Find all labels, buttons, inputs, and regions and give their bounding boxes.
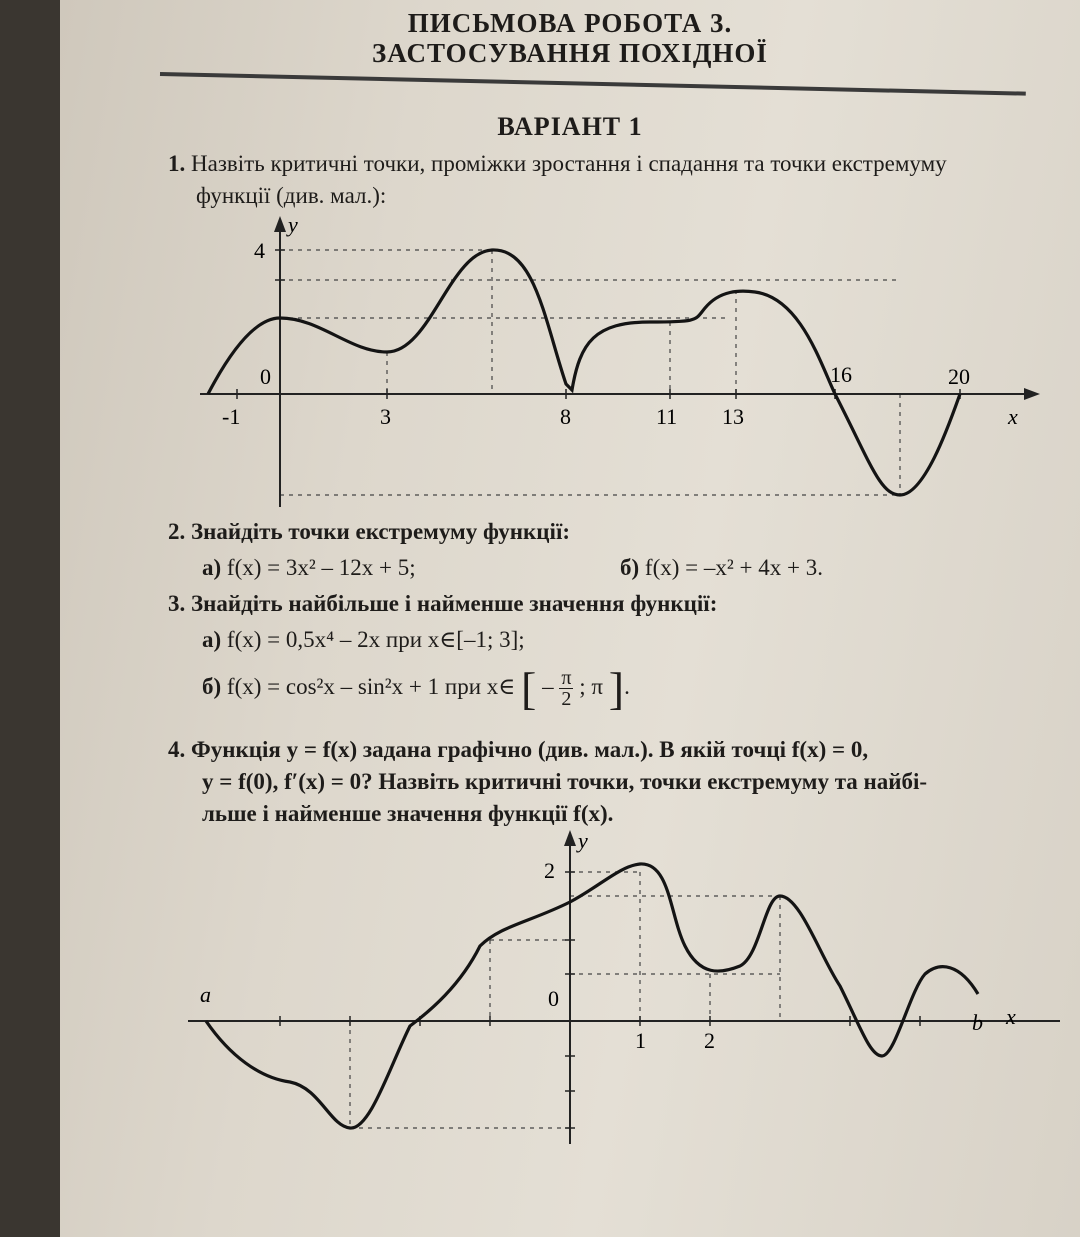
graph-2-y-label: y — [578, 828, 588, 853]
graph-2-xtick-1: 2 — [704, 1028, 715, 1053]
graph-1-xtick-above-0: 16 — [830, 362, 852, 387]
task-2a-expr: f(x) = 3x² – 12x + 5; — [226, 555, 416, 580]
task-3b-fraction — [559, 668, 573, 709]
task-1-number: 1. — [168, 151, 186, 176]
task-1 — [168, 148, 947, 180]
header-line1: ПИСЬМОВА РОБОТА 3. — [407, 8, 733, 38]
task-3a-expr: f(x) = 0,5x⁴ – 2x при x∈[–1; 3]; — [226, 627, 525, 652]
task-3b-expr: f(x) = cos²x – sin²x + 1 при x∈ — [226, 674, 516, 699]
task-2b-expr: f(x) = –x² + 4x + 3. — [644, 555, 823, 580]
task-3b-frac-den: 2 — [561, 688, 572, 711]
task-4-line3: льше і найменше значення функції f(x). — [202, 801, 614, 826]
task-3-text: Знайдіть найбільше і найменше значення функції: — [191, 591, 718, 616]
task-2b — [620, 552, 823, 584]
task-2b-label: б) — [620, 555, 640, 580]
variant-title: ВАРІАНТ 1 — [497, 112, 643, 141]
right-bracket: ] — [608, 662, 625, 714]
task-4-text-line1: Функція y = f(x) задана графічно (див. мал.). В якій точці f(x) = 0, — [191, 737, 869, 762]
task-3b-frac-num: π — [561, 667, 572, 690]
task-3b-label: б) — [202, 674, 222, 699]
graph-1-y-label: y — [288, 212, 298, 237]
graph-2-curve — [206, 864, 978, 1128]
task-3b-tail: . — [624, 674, 630, 699]
header-rule — [160, 72, 1026, 96]
task-3a-label: а) — [202, 627, 222, 652]
graph-1-xtick-0: -1 — [222, 404, 241, 429]
graph-1-xtick-3: 11 — [656, 404, 678, 429]
semicolon: ; — [579, 674, 586, 699]
graph-1-origin: 0 — [260, 364, 271, 389]
graph-1-xtick-4: 13 — [722, 404, 744, 429]
minus-sign: – — [542, 674, 554, 699]
header-line2: ЗАСТОСУВАННЯ ПОХІДНОЇ — [372, 38, 768, 68]
graph-2-y-tick: 2 — [544, 858, 555, 883]
graph-2-xtick-0: 1 — [635, 1028, 646, 1053]
task-2-text: Знайдіть точки екстремуму функції: — [191, 519, 570, 544]
task-2a — [202, 552, 416, 584]
graph-2-a-label: a — [200, 982, 211, 1007]
task-3a — [202, 624, 525, 656]
task-2-number: 2. — [168, 519, 186, 544]
task-1-line2: функції (див. мал.): — [196, 183, 387, 208]
task-1-text-line1: Назвіть критичні точки, проміжки зростання і спадання та точки екстремуму — [191, 151, 947, 176]
graph-2-origin: 0 — [548, 986, 559, 1011]
task-3-number: 3. — [168, 591, 186, 616]
task-3b-interval-end: π — [591, 674, 603, 699]
graph-2-b-label: b — [972, 1010, 983, 1035]
textbook-page — [60, 0, 1080, 1237]
graph-1 — [180, 212, 1060, 512]
graph-1-xtick-1: 3 — [380, 404, 391, 429]
task-3b — [202, 664, 630, 712]
task-2a-label: а) — [202, 555, 222, 580]
task-3 — [168, 588, 717, 620]
task-2 — [168, 516, 570, 548]
graph-1-x-label: x — [1008, 404, 1018, 429]
graph-1-xtick-above-1: 20 — [948, 364, 970, 389]
task-4 — [168, 734, 868, 766]
task-4-line2: y = f(0), f′(x) = 0? Назвіть критичні точки, точки екстремуму та найбі- — [202, 769, 928, 794]
graph-2 — [180, 826, 1060, 1146]
graph-1-y-tick: 4 — [254, 238, 265, 263]
graph-1-xtick-2: 8 — [560, 404, 571, 429]
left-bracket: [ — [521, 662, 537, 714]
task-4-number: 4. — [168, 737, 186, 762]
graph-2-x-label: x — [1006, 1004, 1016, 1029]
